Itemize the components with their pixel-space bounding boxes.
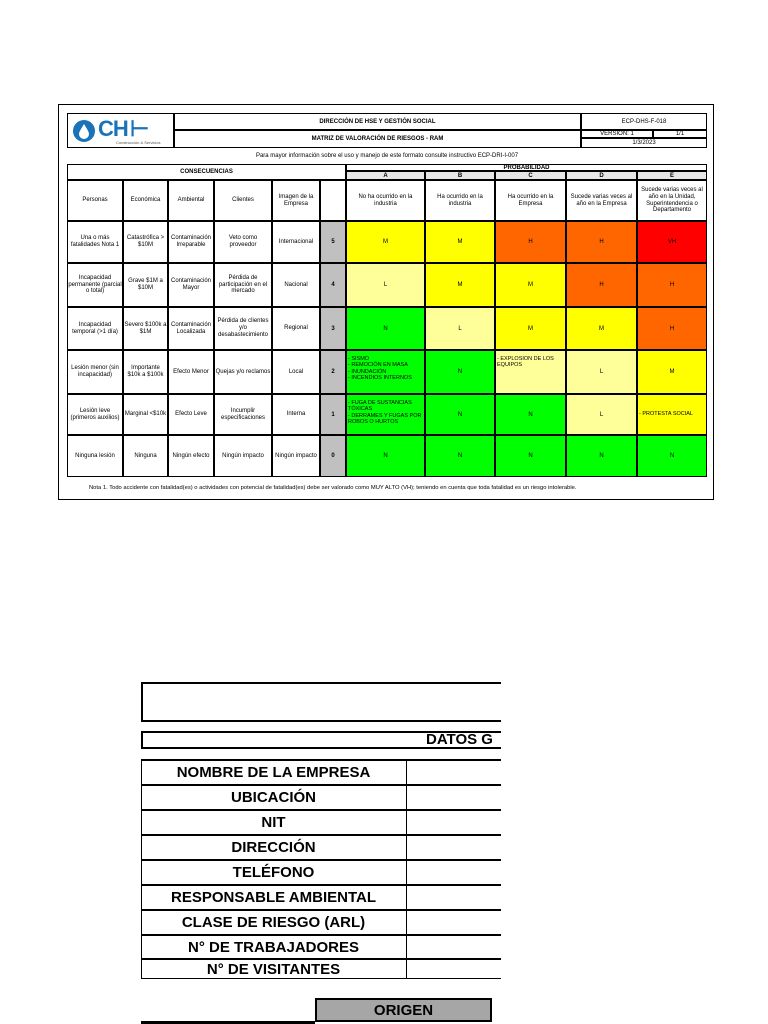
consequence-ambiental: Efecto Menor bbox=[168, 350, 214, 394]
prob-letter-b: B bbox=[425, 171, 495, 180]
consequence-personas: Incapacidad permanente (parcial o total) bbox=[67, 263, 123, 307]
severity-level: 4 bbox=[320, 263, 346, 307]
risk-cell-c: M bbox=[495, 263, 566, 307]
consequence-ambiental: Efecto Leve bbox=[168, 394, 214, 435]
risk-cell-c: H bbox=[495, 221, 566, 263]
form-field-label: N° DE TRABAJADORES bbox=[141, 935, 407, 959]
form-field-label: UBICACIÓN bbox=[141, 785, 407, 810]
consequence-economica: Grave $1M a $10M bbox=[123, 263, 168, 307]
risk-cell-c: - EXPLOSION DE LOS EQUIPOS bbox=[495, 350, 566, 394]
consequence-personas: Incapacidad temporal (>1 día) bbox=[67, 307, 123, 350]
risk-cell-a: M bbox=[346, 221, 425, 263]
risk-cell-e: H bbox=[637, 307, 707, 350]
col-header-personas: Personas bbox=[67, 180, 123, 221]
risk-cell-e: N bbox=[637, 435, 707, 477]
form-field-value[interactable] bbox=[407, 935, 493, 959]
risk-cell-b: N bbox=[425, 394, 495, 435]
logo-mark: ⊢ bbox=[130, 116, 150, 141]
logo-subtitle: Construcción & Servicios bbox=[116, 140, 161, 145]
consequence-clientes: Pérdida de clientes y/o desabastecimiento bbox=[214, 307, 272, 350]
form-field-label: RESPONSABLE AMBIENTAL bbox=[141, 885, 407, 910]
severity-level: 2 bbox=[320, 350, 346, 394]
risk-cell-e: VH bbox=[637, 221, 707, 263]
logo-box bbox=[67, 113, 174, 148]
risk-cell-b: N bbox=[425, 435, 495, 477]
risk-cell-a: N bbox=[346, 307, 425, 350]
department-title: DIRECCIÓN DE HSE Y GESTIÓN SOCIAL bbox=[174, 113, 581, 130]
form-field-label: DIRECCIÓN bbox=[141, 835, 407, 860]
consequence-personas: Lesión leve (primeros auxilios) bbox=[67, 394, 123, 435]
form-field-value[interactable] bbox=[407, 860, 493, 885]
form-field-value[interactable] bbox=[407, 910, 493, 935]
risk-cell-c: M bbox=[495, 307, 566, 350]
consequence-imagen: Regional bbox=[272, 307, 320, 350]
severity-level: 5 bbox=[320, 221, 346, 263]
document-code: ECP-DHS-F-018 bbox=[581, 113, 707, 130]
consequence-imagen: Local bbox=[272, 350, 320, 394]
consequences-title: CONSECUENCIAS bbox=[67, 164, 346, 180]
risk-cell-a: L bbox=[346, 263, 425, 307]
form-field-value[interactable] bbox=[407, 835, 493, 860]
severity-level: 1 bbox=[320, 394, 346, 435]
consequence-ambiental: Contaminación Localizada bbox=[168, 307, 214, 350]
risk-cell-b: N bbox=[425, 350, 495, 394]
consequence-imagen: Interna bbox=[272, 394, 320, 435]
form-field-value[interactable] bbox=[407, 810, 493, 835]
col-header-imagen: Imagen de la Empresa bbox=[272, 180, 320, 221]
prob-desc-d: Sucede varias veces al año en la Empresa bbox=[566, 180, 637, 221]
ram-matrix-document bbox=[58, 104, 714, 500]
form-field-label: N° DE VISITANTES bbox=[141, 959, 407, 979]
version-label: VERSIÓN: 1 bbox=[581, 130, 653, 138]
consequence-economica: Severo $100k a $1M bbox=[123, 307, 168, 350]
form-field-label: CLASE DE RIESGO (ARL) bbox=[141, 910, 407, 935]
form-field-value[interactable] bbox=[407, 959, 493, 979]
logo-icon bbox=[72, 119, 96, 143]
consequence-clientes: Incumplir especificaciones bbox=[214, 394, 272, 435]
prob-desc-a: No ha ocurrido en la industria bbox=[346, 180, 425, 221]
risk-cell-d: M bbox=[566, 307, 637, 350]
risk-cell-a: N bbox=[346, 435, 425, 477]
form-field-value[interactable] bbox=[407, 885, 493, 910]
col-header-severity bbox=[320, 180, 346, 221]
form-field-value[interactable] bbox=[407, 785, 493, 810]
origin-title: ORIGEN bbox=[315, 998, 492, 1022]
prob-letter-d: D bbox=[566, 171, 637, 180]
severity-level: 3 bbox=[320, 307, 346, 350]
risk-cell-c: N bbox=[495, 435, 566, 477]
severity-level: 0 bbox=[320, 435, 346, 477]
form-field-value[interactable] bbox=[407, 759, 493, 785]
info-line: Para mayor información sobre el uso y manejo de este formato consulte instructivo ECP-DRI-I-007 bbox=[255, 153, 519, 159]
risk-cell-c: N bbox=[495, 394, 566, 435]
document-title: MATRIZ DE VALORACIÓN DE RIESGOS - RAM bbox=[174, 130, 581, 148]
consequence-personas: Ninguna lesión bbox=[67, 435, 123, 477]
risk-cell-b: M bbox=[425, 263, 495, 307]
consequence-clientes: Veto como proveedor bbox=[214, 221, 272, 263]
risk-cell-e: - PROTESTA SOCIAL bbox=[637, 394, 707, 435]
risk-cell-e: M bbox=[637, 350, 707, 394]
consequence-clientes: Quejas y/o reclamos bbox=[214, 350, 272, 394]
page-number: 1/1 bbox=[653, 130, 707, 138]
risk-cell-d: L bbox=[566, 350, 637, 394]
footnote: Nota 1. Todo accidente con fatalidad(es) o actividades con potencial de fatalidad(es) debe ser valorado como MUY ALTO (VH); teniendo en cuenta que toda fatalidad es un riesgo intolerable. bbox=[89, 485, 577, 491]
col-header-ambiental: Ambiental bbox=[168, 180, 214, 221]
form-top-box bbox=[141, 682, 501, 722]
risk-cell-d: L bbox=[566, 394, 637, 435]
consequence-ambiental: Contaminación Mayor bbox=[168, 263, 214, 307]
form-field-label: NIT bbox=[141, 810, 407, 835]
risk-cell-b: L bbox=[425, 307, 495, 350]
document-date: 1/3/2023 bbox=[581, 138, 707, 148]
form-field-label: TELÉFONO bbox=[141, 860, 407, 885]
consequence-imagen: Internacional bbox=[272, 221, 320, 263]
probability-title: PROBABILIDAD bbox=[346, 164, 707, 171]
consequence-economica: Importante $10k a $100k bbox=[123, 350, 168, 394]
risk-cell-d: H bbox=[566, 221, 637, 263]
col-header-economica: Económica bbox=[123, 180, 168, 221]
consequence-economica: Catastrófica > $10M bbox=[123, 221, 168, 263]
consequence-personas: Una o más fatalidades Nota 1 bbox=[67, 221, 123, 263]
prob-letter-a: A bbox=[346, 171, 425, 180]
form-field-label: NOMBRE DE LA EMPRESA bbox=[141, 759, 407, 785]
consequence-imagen: Ningún impacto bbox=[272, 435, 320, 477]
consequence-clientes: Ningún impacto bbox=[214, 435, 272, 477]
consequence-clientes: Pérdida de participación en el mercado bbox=[214, 263, 272, 307]
prob-desc-e: Sucede varias veces al año en la Unidad, Superintendencia o Departamento bbox=[637, 180, 707, 221]
prob-desc-b: Ha ocurrido en la industria bbox=[425, 180, 495, 221]
risk-cell-a: - FUGA DE SUSTANCIAS TÓXICAS - DERRAMES Y FUGAS POR ROBOS O HURTOS bbox=[346, 394, 425, 435]
risk-cell-a: - SISMO - REMOCIÓN EN MASA - INUNDACIÓN - INCENDIOS INTERNOS bbox=[346, 350, 425, 394]
consequence-ambiental: Contaminación Irreparable bbox=[168, 221, 214, 263]
risk-cell-d: N bbox=[566, 435, 637, 477]
consequence-economica: Ninguna bbox=[123, 435, 168, 477]
prob-letter-e: E bbox=[637, 171, 707, 180]
logo-text: CH bbox=[98, 116, 128, 141]
col-header-clientes: Clientes bbox=[214, 180, 272, 221]
consequence-personas: Lesión menor (sin incapacidad) bbox=[67, 350, 123, 394]
form-section-title: DATOS G bbox=[426, 730, 493, 748]
consequence-imagen: Nacional bbox=[272, 263, 320, 307]
prob-desc-c: Ha ocurrido en la Empresa bbox=[495, 180, 566, 221]
consequence-economica: Marginal <$10k bbox=[123, 394, 168, 435]
risk-cell-b: M bbox=[425, 221, 495, 263]
risk-cell-d: H bbox=[566, 263, 637, 307]
consequence-ambiental: Ningún efecto bbox=[168, 435, 214, 477]
prob-letter-c: C bbox=[495, 171, 566, 180]
risk-cell-e: H bbox=[637, 263, 707, 307]
